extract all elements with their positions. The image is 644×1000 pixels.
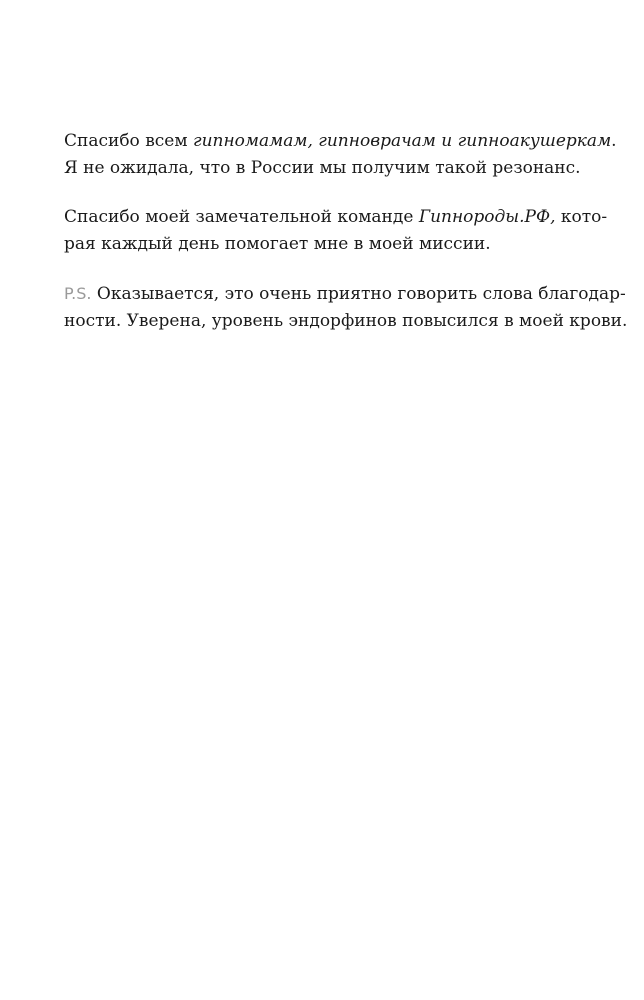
thanks-paragraph (64, 128, 617, 182)
line-prefix: Спасибо моей замечательной команде (64, 207, 419, 227)
line-suffix: . (611, 131, 617, 151)
text-line (64, 280, 626, 308)
text-line (64, 204, 608, 231)
text-line: Я не ожидала, что в России мы получим такой резонанс. (64, 158, 581, 178)
ps-paragraph (64, 280, 628, 335)
ps-label: P.S. (64, 284, 92, 303)
line-suffix: кото- (555, 207, 608, 227)
page-body (64, 128, 628, 357)
line-prefix: Спасибо всем (64, 131, 193, 151)
italic-phrase: Гипнороды.РФ, (418, 207, 556, 227)
text-line: ности. Уверена, уровень эндорфинов повысился в моей крови. (64, 311, 628, 331)
team-paragraph (64, 204, 608, 258)
text-line: рая каждый день помогает мне в моей миссии. (64, 234, 491, 254)
italic-phrase: гипномамам, гипноврачам и гипноакушеркам (192, 131, 612, 151)
line-text: Оказывается, это очень приятно говорить слова благодар- (91, 284, 626, 304)
text-line (64, 128, 617, 155)
